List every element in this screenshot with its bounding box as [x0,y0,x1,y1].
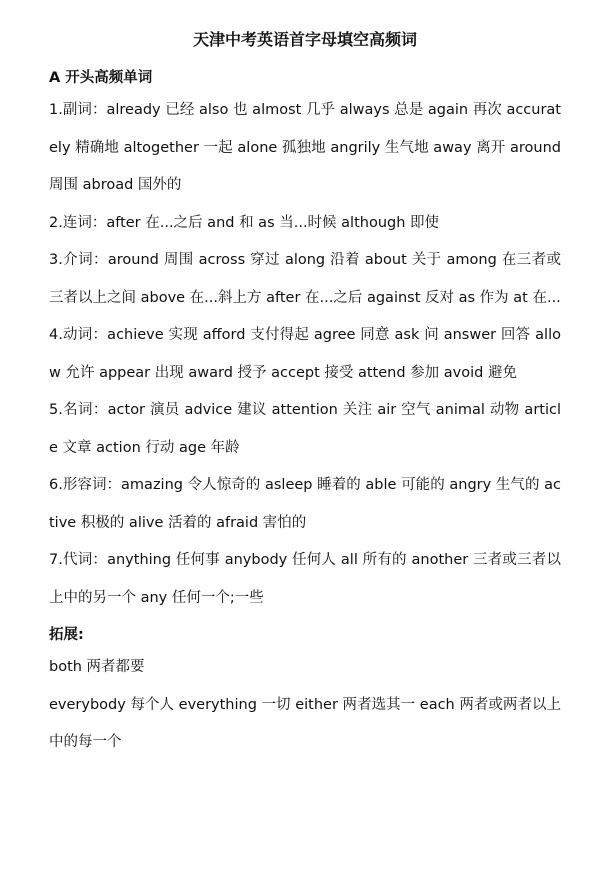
prepositions-paragraph: 3.介词：around 周围 across 穿过 along 沿着 about 关于 among 在三者或三者以上之间 above 在...斜上方 after 在...之后 against 反对 as 作为 at 在... [49,252,561,306]
extension-line: everybody 每个人 everything 一切 either 两者选其一 each 两者或两者以上中的每一个 [49,696,561,750]
extension-heading: 拓展: [49,627,84,643]
adverbs-paragraph: 1.副词：already 已经 also 也 almost 几乎 always 总是 again 再次 accurately 精确地 altogether 一起 alone 孤独地 angrily 生气地 away 离开 around 周围 abroad 国外的 [49,102,561,193]
word-list [49,92,561,617]
adjectives-paragraph: 6.形容词：amazing 令人惊奇的 asleep 睡着的 able 可能的 angry 生气的 active 积极的 alive 活着的 afraid 害怕的 [49,477,561,531]
section-heading-a: A 开头高频单词 [49,70,153,86]
extension-list [49,649,561,762]
verbs-paragraph: 4.动词：achieve 实现 afford 支付得起 agree 同意 ask 问 answer 回答 allow 允许 appear 出现 award 授予 accept 接受 attend 参加 avoid 避免 [49,327,561,381]
conjunctions-paragraph: 2.连词：after 在...之后 and 和 as 当...时候 although 即使 [49,214,440,231]
document-title: 天津中考英语首字母填空高频词 [192,30,417,49]
pronouns-paragraph: 7.代词：anything 任何事 anybody 任何人 all 所有的 another 三者或三者以上中的另一个 any 任何一个;一些 [49,552,561,606]
nouns-paragraph: 5.名词：actor 演员 advice 建议 attention 关注 air 空气 animal 动物 article 文章 action 行动 age 年龄 [49,402,561,456]
extension-line: both 两者都要 [49,659,145,675]
